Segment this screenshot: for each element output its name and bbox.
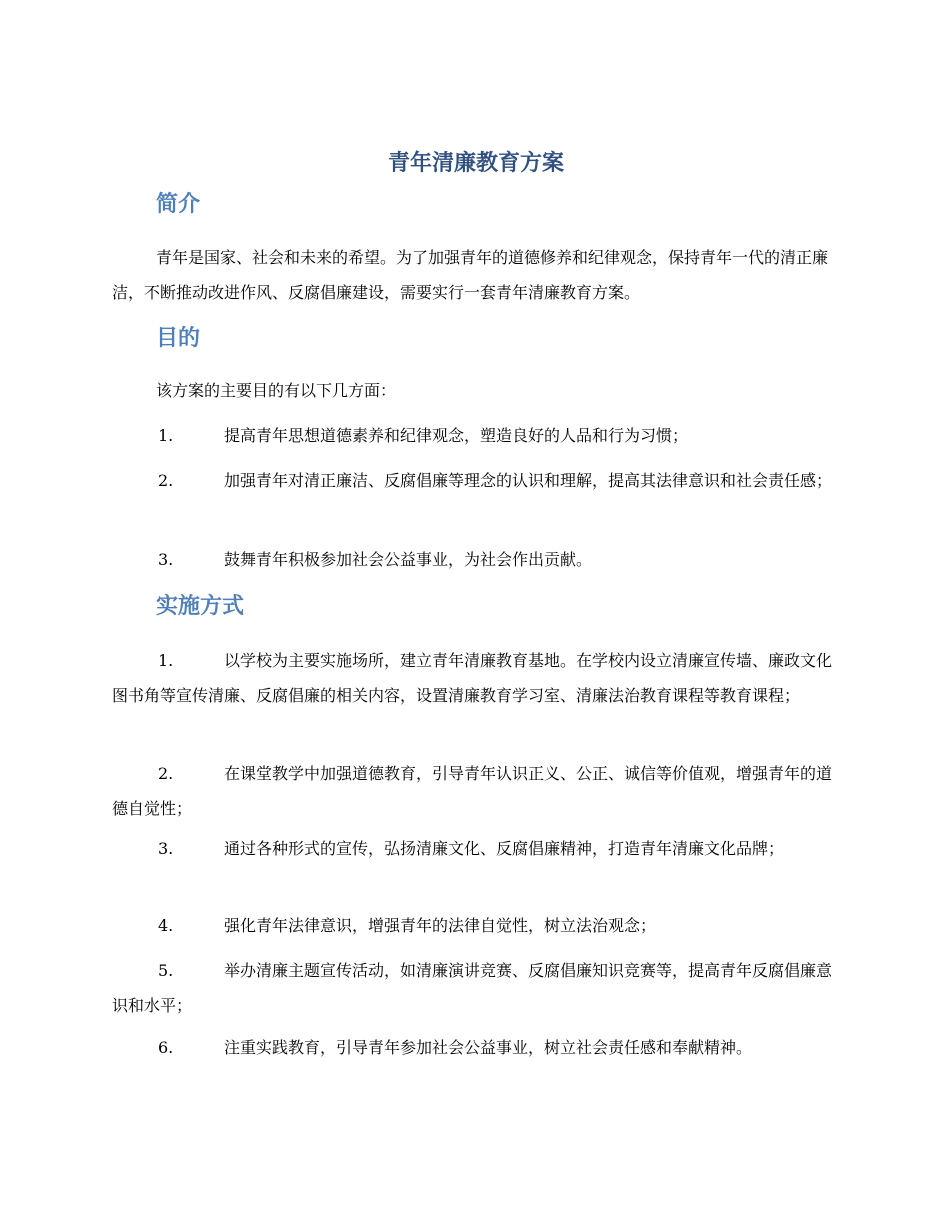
document-title: 青年清廉教育方案 xyxy=(387,151,564,176)
list-item xyxy=(112,542,840,577)
intro-paragraph: 青年是国家、社会和未来的希望。为了加强青年的道德修养和纪律观念，保持青年一代的清正廉洁，不断推动改进作风、反腐倡廉建设，需要实行一套青年清廉教育方案。 xyxy=(112,248,829,302)
list-text: 举办清廉主题宣传活动，如清廉演讲竞赛、反腐倡廉知识竞赛等，提高青年反腐倡廉意识和水平； xyxy=(112,961,833,1015)
list-item xyxy=(112,643,840,713)
list-item xyxy=(112,463,840,498)
heading-intro: 简介 xyxy=(156,192,201,217)
list-number: 6. xyxy=(158,1038,174,1057)
list-number: 4. xyxy=(158,916,174,935)
list-text: 以学校为主要实施场所，建立青年清廉教育基地。在学校内设立清廉宣传墙、廉政文化图书角等宣传清廉、反腐倡廉的相关内容，设置清廉教育学习室、清廉法治教育课程等教育课程； xyxy=(112,651,833,705)
heading-purpose: 目的 xyxy=(156,326,201,351)
list-item xyxy=(112,953,840,1023)
list-number: 5. xyxy=(158,961,174,980)
list-item xyxy=(112,756,840,826)
list-text: 通过各种形式的宣传，弘扬清廉文化、反腐倡廉精神，打造青年清廉文化品牌； xyxy=(224,839,785,858)
list-number: 2. xyxy=(158,471,174,490)
list-text: 在课堂教学中加强道德教育，引导青年认识正义、公正、诚信等价值观，增强青年的道德自觉性； xyxy=(112,764,833,818)
list-number: 3. xyxy=(158,839,174,858)
list-number: 2. xyxy=(158,764,174,783)
list-text: 强化青年法律意识，增强青年的法律自觉性，树立法治观念； xyxy=(224,916,657,935)
list-item xyxy=(112,908,840,943)
purpose-lead: 该方案的主要目的有以下几方面： xyxy=(156,381,397,400)
heading-methods: 实施方式 xyxy=(156,594,245,619)
list-text: 注重实践教育，引导青年参加社会公益事业，树立社会责任感和奉献精神。 xyxy=(224,1038,753,1057)
list-text: 鼓舞青年积极参加社会公益事业，为社会作出贡献。 xyxy=(224,550,593,569)
list-item xyxy=(112,1030,840,1065)
list-text: 提高青年思想道德素养和纪律观念，塑造良好的人品和行为习惯； xyxy=(224,426,689,445)
list-number: 1. xyxy=(158,651,174,670)
list-number: 3. xyxy=(158,550,174,569)
list-item xyxy=(112,418,840,453)
list-text: 加强青年对清正廉洁、反腐倡廉等理念的认识和理解，提高其法律意识和社会责任感； xyxy=(224,471,833,490)
list-item xyxy=(112,831,840,866)
list-number: 1. xyxy=(158,426,174,445)
